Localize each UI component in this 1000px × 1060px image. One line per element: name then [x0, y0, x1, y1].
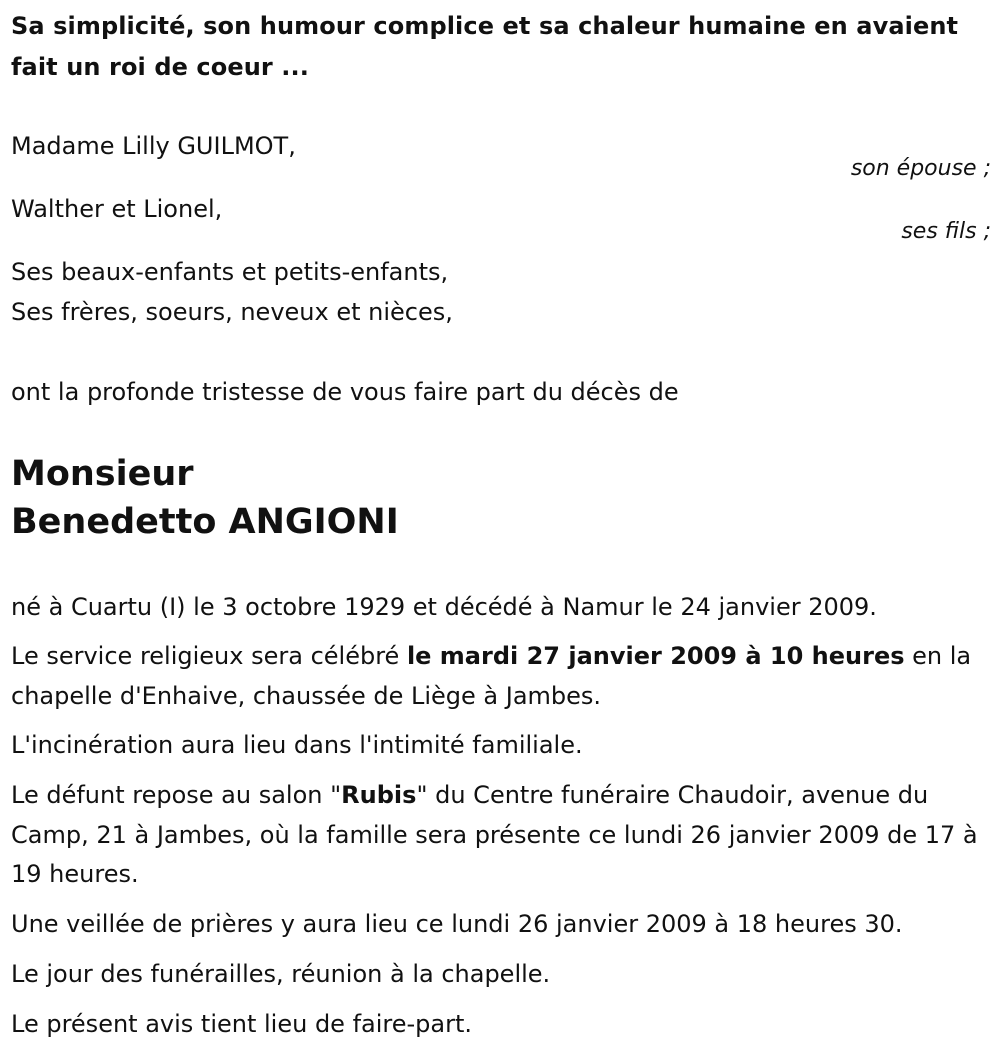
birth-death-text: né à Cuartu (I) le 3 octobre 1929 et décédé à Namur le 24 janvier 2009. — [11, 593, 877, 621]
service-suffix: en la chapelle d'Enhaive, chaussée de Liège à Jambes. — [11, 642, 972, 710]
family-member-name: Madame Lilly GUILMOT, — [11, 132, 296, 160]
repose-prefix: Le défunt repose au salon " — [11, 781, 342, 809]
epitaph-quote: Sa simplicité, son humour complice et sa chaleur humaine en avaient fait un roi de coeur ... — [11, 12, 959, 81]
funeral-day-text: Le jour des funérailles, réunion à la chapelle. — [11, 960, 551, 988]
family-member-name: Walther et Lionel, — [11, 195, 223, 223]
family-member-role: ses fils ; — [901, 219, 991, 244]
repose-suffix: " du Centre funéraire Chaudoir, avenue du Camp, 21 à Jambes, où la famille sera présente ce lundi 26 janvier 2009 de 17 à 19 heures. — [11, 781, 978, 888]
service-text — [11, 637, 996, 716]
deceased-name-block — [11, 450, 399, 546]
cremation-text: L'incinération aura lieu dans l'intimité familiale. — [11, 731, 583, 759]
announcement-text: ont la profonde tristesse de vous faire part du décès de — [11, 378, 679, 406]
repose-salon: Rubis — [341, 781, 417, 809]
relatives-line: Ses frères, soeurs, neveux et nièces, — [11, 298, 453, 326]
repose-text — [11, 776, 996, 895]
vigil-text: Une veillée de prières y aura lieu ce lundi 26 janvier 2009 à 18 heures 30. — [11, 910, 903, 938]
relatives-line: Ses beaux-enfants et petits-enfants, — [11, 258, 449, 286]
family-member-role: son épouse ; — [850, 156, 991, 181]
service-prefix: Le service religieux sera célébré — [11, 642, 407, 670]
deceased-name: Benedetto ANGIONI — [11, 502, 399, 542]
notice-text: Le présent avis tient lieu de faire-part. — [11, 1010, 473, 1038]
service-date: le mardi 27 janvier 2009 à 10 heures — [406, 642, 905, 670]
deceased-title: Monsieur — [11, 454, 194, 494]
